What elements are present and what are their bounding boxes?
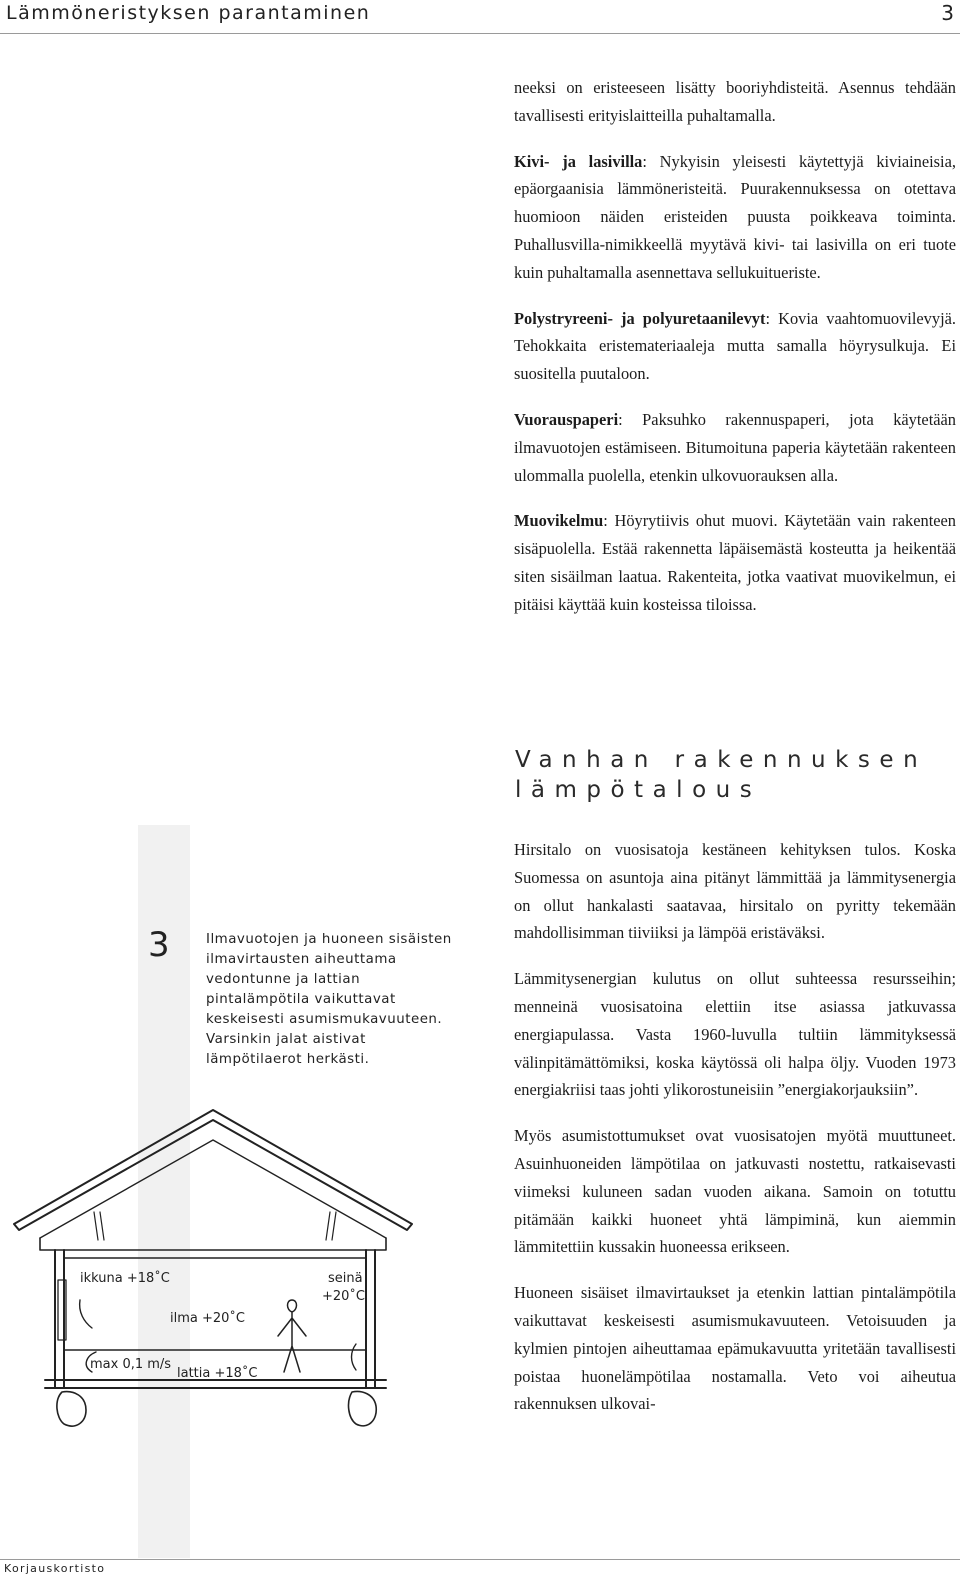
- caption-line: vedontunne ja lattian: [206, 972, 361, 987]
- caption-line: ilmavirtausten aiheuttama: [206, 952, 397, 967]
- header-rule: [0, 33, 960, 34]
- bottom-text-column: [514, 836, 956, 1436]
- floor: [45, 1380, 386, 1388]
- person-figure: [278, 1300, 306, 1372]
- term-plastic-film: Muovikelmu: [514, 511, 604, 531]
- paragraph-foam-boards: [514, 305, 956, 388]
- paragraph-living-habits: Myös asumistottumukset ovat vuosisatojen myötä muuttuneet. Asuinhuoneiden lämpötilaa on jatkuvasti nostettu, ratkaisevasti viimeksi kuluneen sadan vuoden aikana. Samoin on totuttu pitämään kaikki huoneet yhtä lämpiminä, kun aiemmin lämmitettiin kussakin huoneessa erikseen.: [514, 1126, 956, 1257]
- caption-line: pintalämpötila vaikuttavat: [206, 992, 396, 1007]
- figure-number: 3: [148, 925, 170, 965]
- caption-line: keskeisesti asumismukavuuteen.: [206, 1012, 443, 1027]
- section-heading: [515, 745, 927, 805]
- text-building-paper: : Paksuhko rakennuspaperi, jota käytetään ilmavuotojen estämiseen. Bitumoituna paperia käytetään rakenteen ulommalla puolella, etenkin ulkovuorauksen alla.: [514, 409, 956, 485]
- foundation-left: [57, 1392, 86, 1426]
- left-wall: [55, 1250, 64, 1388]
- roof-outline: [14, 1110, 412, 1230]
- label-speed: max 0,1 m/s: [90, 1357, 172, 1372]
- label-wall-line2: +20˚C: [322, 1289, 366, 1304]
- term-building-paper: Vuorauspaperi: [514, 409, 619, 429]
- footer-rule: [0, 1559, 960, 1560]
- top-text-column: [514, 74, 956, 637]
- foundation-right: [349, 1392, 377, 1426]
- paragraph-energy-consumption: Lämmitysenergian kulutus on ollut suhteessa resursseihin; menneinä vuosisatoina elettiin itse asiassa jatkuvassa energiapulassa. Vasta 1960-luvulla tultiin lämmityksessä välinpitämättömiksi, koska käytössä oli halpa öljy. Vuoden 1973 energiakriisi taas johti ylikorostuneisiin ”energiakorjauksiin”.: [514, 969, 956, 1100]
- label-floor: lattia +18˚C: [177, 1366, 258, 1381]
- figure-caption: [206, 930, 476, 1070]
- text-plastic-film: : Höyrytiivis ohut muovi. Käytetään vain rakenteen sisäpuolella. Estää rakennetta läpäisemästä kosteutta ja heikentää siten sisäilman laatua. Rakenteita, jotka vaativat muovikelmun, ei pitäisi käyttää kuin kosteissa tiloissa.: [514, 511, 956, 614]
- label-wall-line1: seinä: [328, 1271, 363, 1286]
- text-mineral-wool: : Nykyisin yleisesti käytettyjä kiviaineisia, epäorgaanisia lämmöneristeitä. Puurakennuksessa on otettava huomioon näiden eristeiden puusta poikkeava toiminta. Puhallusvilla-nimikkeellä myytävä kivi- tai lasivilla on eri tuote kuin puhaltamalla asennettava sellukuitueriste.: [514, 151, 956, 282]
- paragraph-plastic-film: [514, 507, 956, 618]
- label-window: ikkuna +18˚C: [80, 1271, 170, 1286]
- label-air: ilma +20˚C: [170, 1311, 245, 1326]
- caption-line: Varsinkin jalat aistivat: [206, 1032, 366, 1047]
- paragraph-building-paper: [514, 406, 956, 489]
- draft-arrow-wall: [352, 1344, 357, 1370]
- house-section-illustration: [0, 1100, 470, 1460]
- term-foam-boards: Polystryreeni- ja polyuretaanilevyt: [514, 308, 766, 328]
- ceiling-beam: [40, 1238, 386, 1250]
- caption-line: Ilmavuotojen ja huoneen sisäisten: [206, 932, 452, 947]
- paragraph-air-currents: Huoneen sisäiset ilmavirtaukset ja etenkin lattian pintalämpötila vaikuttavat keskeisesti asumismukavuuteen. Vetoisuuden ja kylmien pintojen aiheuttamaa epämukavuutta yritetään tavallisesti poistaa huonelämpötilaa nostamalla. Veto voi aiheutua rakennuksen ulkovai-: [514, 1283, 956, 1414]
- paragraph-mineral-wool: [514, 148, 956, 287]
- page-number: 3: [941, 1, 954, 25]
- text-foam-boards: : Kovia vaahtomuovilevyjä. Tehokkaita eristemateriaaleja mutta samalla höyrysulkuja. Ei suositella puutaloon.: [514, 308, 956, 384]
- attic-vent-left: [94, 1212, 104, 1240]
- term-mineral-wool: Kivi- ja lasivilla: [514, 151, 643, 171]
- running-header-title: Lämmöneristyksen parantaminen: [6, 2, 371, 24]
- section-heading-line-2: lämpötalous: [515, 777, 762, 803]
- paragraph-log-house: Hirsitalo on vuosisatoja kestäneen kehityksen tulos. Koska Suomessa on asuntoja aina pitänyt lämmittää ja lämmitysenergia on ollut hankalasti saatavaa, hirsitalo on pyritty tekemään mahdollisimman tiiviiksi ja lämpöä eristäväksi.: [514, 840, 956, 943]
- caption-line: lämpötilaerot herkästi.: [206, 1052, 370, 1067]
- paragraph-cellulose-end: neeksi on eristeeseen lisätty booriyhdisteitä. Asennus tehdään tavallisesti erityislaitteilla puhaltamalla.: [514, 78, 956, 125]
- attic-vent-right: [326, 1212, 336, 1240]
- footer-text: Korjauskortisto: [4, 1562, 106, 1575]
- draft-arrow-window: [80, 1300, 92, 1328]
- right-wall: [366, 1250, 375, 1388]
- section-heading-line-1: Vanhan rakennuksen: [515, 747, 928, 773]
